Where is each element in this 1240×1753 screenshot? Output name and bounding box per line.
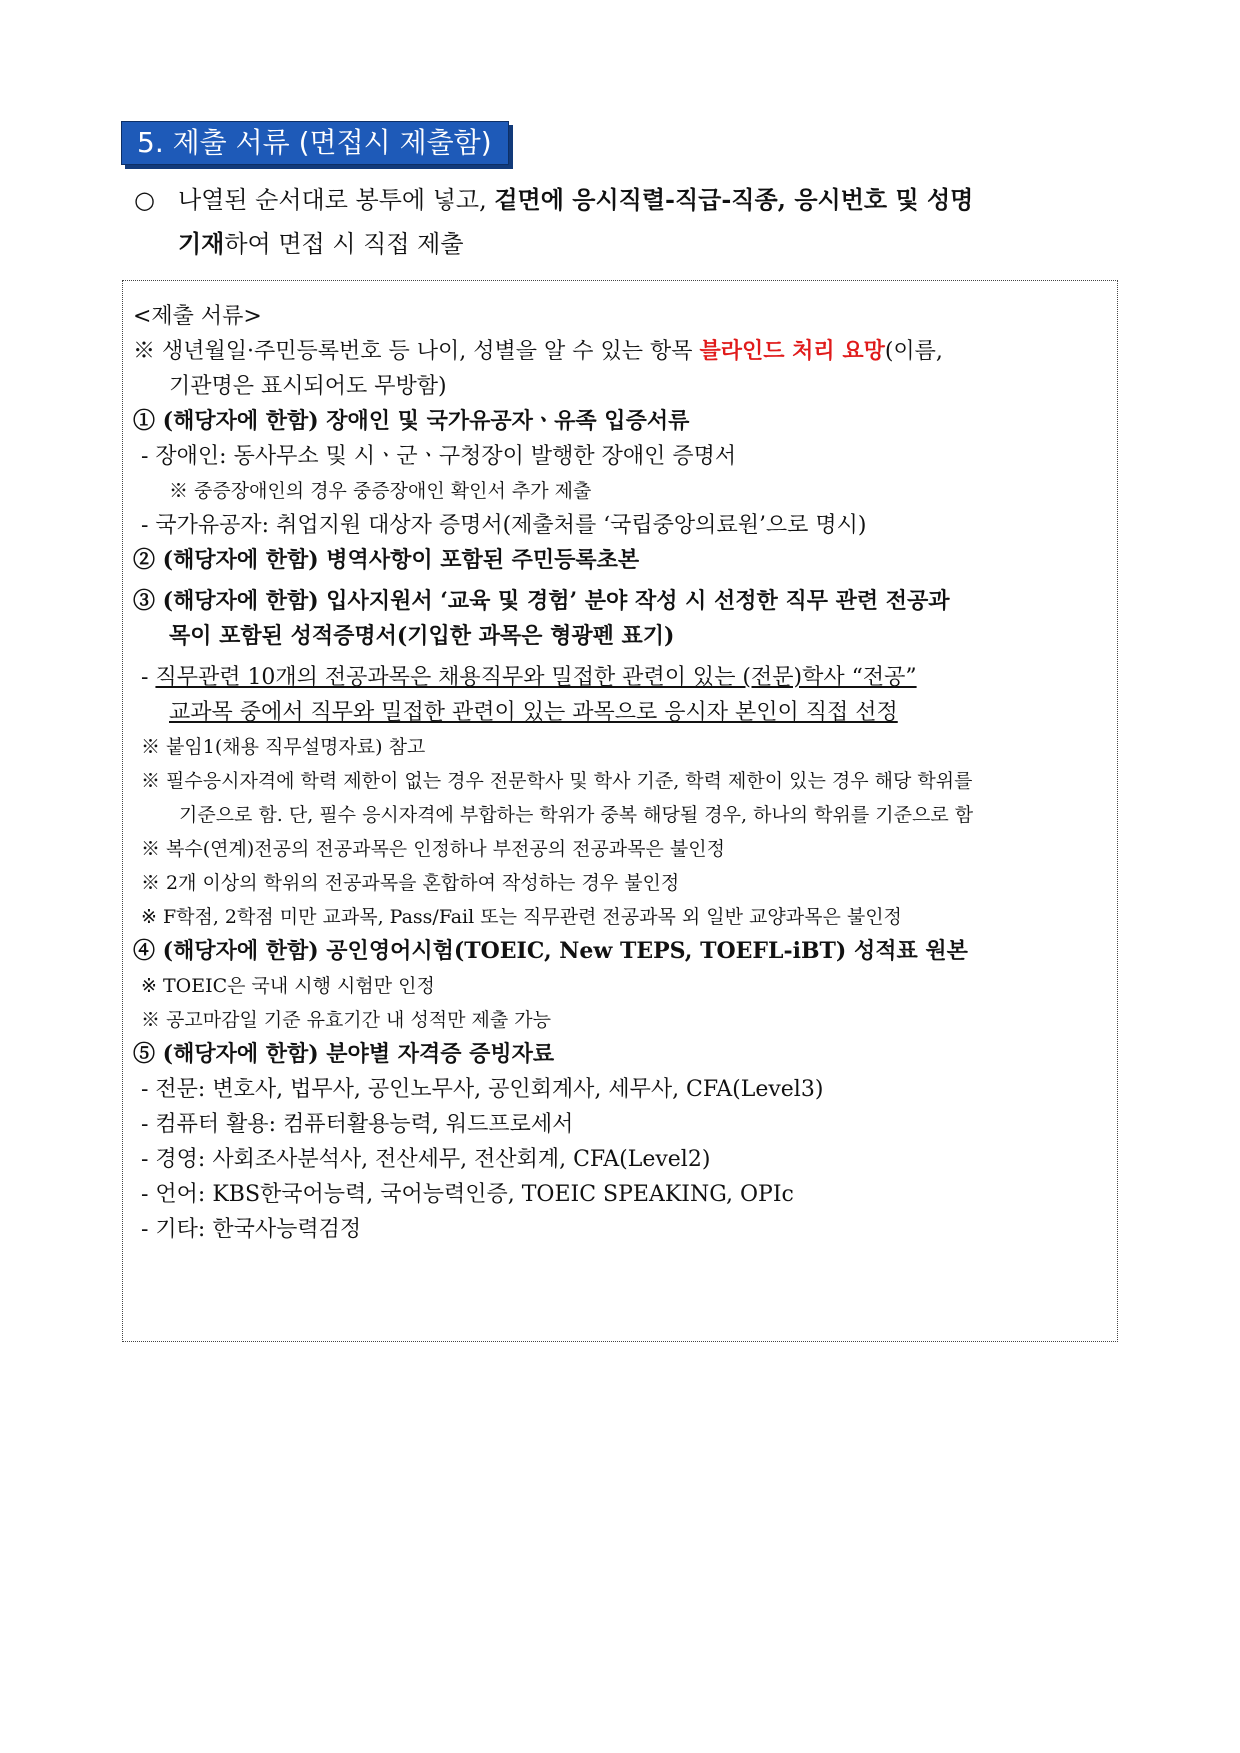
- intro-text: 나열된 순서대로 봉투에 넣고,: [178, 186, 495, 214]
- item-3-line-2: 목이 포함된 성적증명서(기입한 과목은 형광펜 표기): [169, 623, 675, 649]
- item-3-detail-2-text: 교과목 중에서 직무와 밀접한 관련이 있는 과목으로 응시자 본인이 직접 선정: [169, 700, 898, 725]
- item-3-detail-1-text: 직무관련 10개의 전공과목은 채용직무와 밀접한 관련이 있는 (전문)학사 “전공”: [155, 665, 917, 690]
- section-title: 5. 제출 서류 (면접시 제출함): [121, 121, 509, 165]
- item-2: ② (해당자에 한함) 병역사항이 포함된 주민등록초본: [133, 547, 640, 573]
- intro-bold-text: 겉면에 응시직렬-직급-직종, 응시번호 및 성명: [494, 185, 974, 214]
- intro-paragraph: [134, 178, 1114, 266]
- item-3-detail-2: [133, 695, 1109, 730]
- blind-note-text-end: (이름,: [884, 339, 943, 364]
- item-3-note-3: ※ 복수(연계)전공의 전공과목은 인정하나 부전공의 전공과목은 불인정: [141, 838, 725, 860]
- item-1-note: ※ 중증장애인의 경우 중증장애인 확인서 추가 제출: [169, 480, 592, 502]
- documents-list: [133, 299, 1109, 1247]
- circle-bullet: ○: [134, 186, 155, 214]
- box-heading: <제출 서류>: [133, 304, 262, 329]
- item-5-professional: - 전문: 변호사, 법무사, 공인노무사, 공인회계사, 세무사, CFA(Level3): [141, 1077, 824, 1102]
- intro-line-2: [134, 222, 1114, 266]
- item-3-dash: -: [141, 665, 156, 690]
- documents-box: [122, 280, 1118, 1342]
- blind-note-text: ※ 생년월일·주민등록번호 등 나이, 성별을 알 수 있는 항목: [133, 339, 700, 364]
- item-3-detail-1: [133, 660, 1109, 695]
- blind-note-highlight: 블라인드 처리 요망: [699, 338, 885, 364]
- item-3-note-4: ※ 2개 이상의 학위의 전공과목을 혼합하여 작성하는 경우 불인정: [141, 872, 680, 894]
- item-1-disabled: - 장애인: 동사무소 및 시ㆍ군ㆍ구청장이 발행한 장애인 증명서: [141, 444, 737, 469]
- item-3-line-1: ③ (해당자에 한함) 입사지원서 ‘교육 및 경험’ 분야 작성 시 선정한 직무 관련 전공과: [133, 588, 950, 614]
- intro-bold-text-2: 기재: [178, 229, 225, 258]
- item-1: ① (해당자에 한함) 장애인 및 국가유공자ㆍ유족 입증서류: [133, 408, 690, 434]
- item-4-note-2: ※ 공고마감일 기준 유효기간 내 성적만 제출 가능: [141, 1009, 552, 1031]
- item-5-computer: - 컴퓨터 활용: 컴퓨터활용능력, 워드프로세서: [141, 1112, 574, 1137]
- item-3-note-5: ※ F학점, 2학점 미만 교과목, Pass/Fail 또는 직무관련 전공과목 외 일반 교양과목은 불인정: [141, 906, 902, 928]
- blind-note: [133, 334, 1109, 369]
- item-3-note-1: ※ 붙임1(채용 직무설명자료) 참고: [141, 736, 426, 758]
- item-5-other: - 기타: 한국사능력검정: [141, 1217, 362, 1242]
- intro-text-2: 하여 면접 시 직접 제출: [224, 230, 464, 258]
- item-5-management: - 경영: 사회조사분석사, 전산세무, 전산회계, CFA(Level2): [141, 1147, 711, 1172]
- item-5-language: - 언어: KBS한국어능력, 국어능력인증, TOEIC SPEAKING, OPIc: [141, 1182, 794, 1207]
- item-5: ⑤ (해당자에 한함) 분야별 자격증 증빙자료: [133, 1041, 555, 1067]
- item-1-merit: - 국가유공자: 취업지원 대상자 증명서(제출처를 ‘국립중앙의료원’으로 명시): [141, 513, 867, 538]
- item-4-note-1: ※ TOEIC은 국내 시행 시험만 인정: [141, 975, 435, 997]
- intro-line-1: [134, 178, 1114, 222]
- item-4: ④ (해당자에 한함) 공인영어시험(TOEIC, New TEPS, TOEFL-iBT) 성적표 원본: [133, 938, 968, 964]
- item-3-note-2: ※ 필수응시자격에 학력 제한이 없는 경우 전문학사 및 학사 기준, 학력 제한이 있는 경우 해당 학위를: [141, 770, 973, 792]
- item-3-note-2-cont: 기준으로 함. 단, 필수 응시자격에 부합하는 학위가 중복 해당될 경우, 하나의 학위를 기준으로 함: [179, 804, 974, 826]
- blind-note-cont: 기관명은 표시되어도 무방함): [169, 374, 447, 399]
